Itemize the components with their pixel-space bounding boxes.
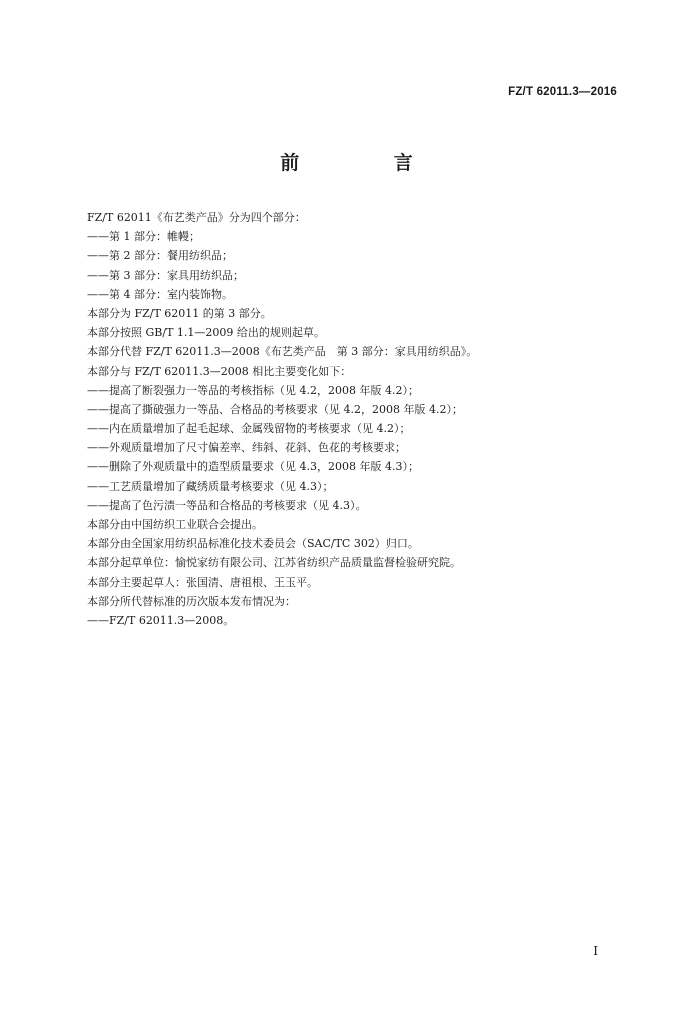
- body-line: 本部分按照 GB/T 1.1—2009 给出的规则起草。: [87, 326, 325, 340]
- body-line: ——提高了色污渍一等品和合格品的考核要求（见 4.3）。: [87, 498, 367, 512]
- body-line: ——第 3 部分：家具用纺织品；: [87, 268, 244, 282]
- standard-code: FZ/T 62011.3—2016: [508, 86, 617, 98]
- page-number: I: [593, 944, 598, 958]
- body-line: 本部分主要起草人：张国清、唐祖根、王玉平。: [87, 575, 318, 589]
- body-line: ——删除了外观质量中的造型质量要求（见 4.3，2008 年版 4.3）；: [87, 460, 419, 474]
- body-line: ——提高了断裂强力一等品的考核指标（见 4.2，2008 年版 4.2）；: [87, 383, 419, 397]
- body-line: 本部分由全国家用纺织品标准化技术委员会（SAC/TC 302）归口。: [87, 537, 419, 551]
- body-line: FZ/T 62011《布艺类产品》分为四个部分：: [87, 211, 306, 224]
- body-line: ——工艺质量增加了藏绣质量考核要求（见 4.3）；: [87, 479, 334, 493]
- body-line: 本部分为 FZ/T 62011 的第 3 部分。: [87, 306, 272, 320]
- body-line: ——内在质量增加了起毛起球、金属残留物的考核要求（见 4.2）；: [87, 422, 411, 436]
- body-line: ——提高了撕破强力一等品、合格品的考核要求（见 4.2，2008 年版 4.2）；: [87, 402, 463, 416]
- body-line: 本部分所代替标准的历次版本发布情况为：: [87, 594, 296, 608]
- body-line: ——第 2 部分：餐用纺织品；: [87, 249, 233, 263]
- body-line: ——FZ/T 62011.3—2008。: [87, 613, 235, 627]
- body-line: ——第 4 部分：室内装饰物。: [87, 287, 233, 301]
- body-line: 本部分代替 FZ/T 62011.3—2008《布艺类产品 第 3 部分：家具用纺织品》。: [87, 345, 478, 359]
- body-line: ——第 1 部分：帷幔；: [87, 230, 200, 244]
- body-line: 本部分起草单位：愉悦家纺有限公司、江苏省纺织产品质量监督检验研究院。: [87, 556, 461, 570]
- foreword-body: [87, 208, 627, 630]
- body-line: ——外观质量增加了尺寸偏差率、纬斜、花斜、色花的考核要求；: [87, 441, 406, 455]
- body-line: 本部分由中国纺织工业联合会提出。: [87, 518, 263, 531]
- page-title: 前 言: [280, 152, 457, 174]
- body-line: 本部分与 FZ/T 62011.3—2008 相比主要变化如下：: [87, 364, 352, 378]
